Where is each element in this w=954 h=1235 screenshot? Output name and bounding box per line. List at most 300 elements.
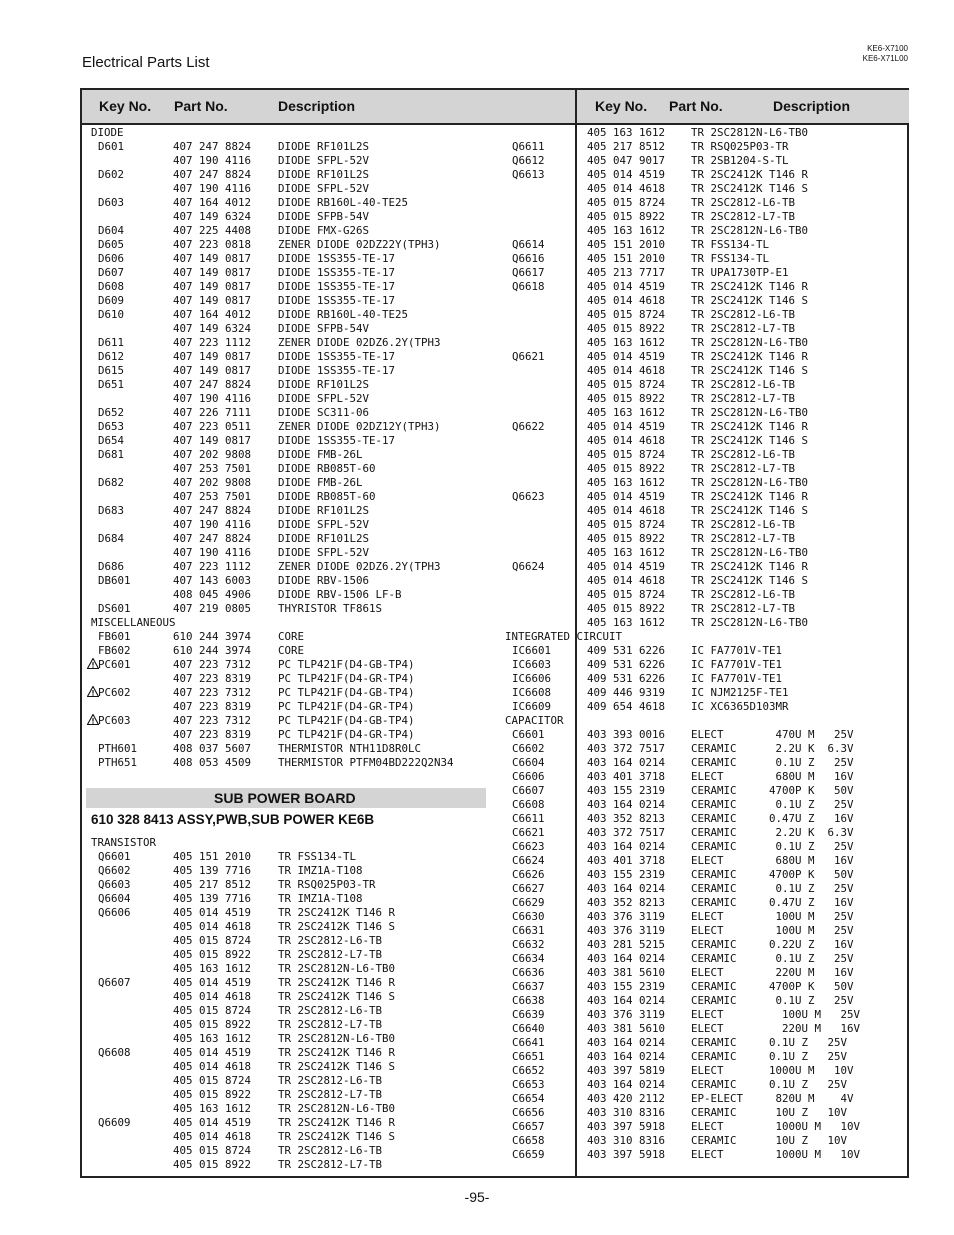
part-row xyxy=(505,742,907,756)
part-row xyxy=(505,966,907,980)
description-cell: ELECT 1000U M 10V xyxy=(691,1120,861,1133)
key-no-cell: D653 xyxy=(98,420,125,433)
part-no-cell: 407 223 0818 xyxy=(173,238,252,251)
description-cell: DIODE SFPL-52V xyxy=(278,518,370,531)
key-no-cell: C6627 xyxy=(512,882,545,895)
part-row xyxy=(505,280,907,294)
key-no-cell: C6656 xyxy=(512,1106,545,1119)
part-row xyxy=(91,850,571,864)
description-cell: DIODE SFPB-54V xyxy=(278,210,370,223)
part-row xyxy=(91,266,571,280)
description-cell: DIODE RF101L2S xyxy=(278,504,370,517)
part-row xyxy=(505,182,907,196)
part-no-cell: 405 014 4618 xyxy=(587,434,666,447)
description-cell: ELECT 1000U M 10V xyxy=(691,1064,854,1077)
key-no-cell: Q6608 xyxy=(98,1046,131,1059)
part-row xyxy=(505,196,907,210)
key-no-cell: D610 xyxy=(98,308,125,321)
key-no-cell: D609 xyxy=(98,294,125,307)
part-no-cell: 405 139 7716 xyxy=(173,892,252,905)
part-row xyxy=(505,1092,907,1106)
part-no-cell: 405 163 1612 xyxy=(173,1102,252,1115)
description-cell: TR 2SC2812-L7-TB xyxy=(278,1088,383,1101)
description-cell: TR 2SC2412K T146 R xyxy=(278,1116,396,1129)
key-no-cell: D615 xyxy=(98,364,125,377)
description-cell: CERAMIC 4700P K 50V xyxy=(691,868,854,881)
part-no-cell: 407 223 0511 xyxy=(173,420,252,433)
part-no-cell: 403 164 0214 xyxy=(587,994,666,1007)
description-cell: TR 2SC2812-L6-TB xyxy=(691,196,796,209)
part-row xyxy=(505,224,907,238)
part-no-cell: 405 163 1612 xyxy=(587,616,666,629)
part-no-cell: 405 163 1612 xyxy=(587,224,666,237)
part-row xyxy=(91,392,571,406)
description-cell: TR 2SC2412K T146 S xyxy=(278,1060,396,1073)
description-cell: DIODE FMX-G26S xyxy=(278,224,370,237)
key-no-cell: IC6606 xyxy=(512,672,552,685)
key-no-cell: C6659 xyxy=(512,1148,545,1161)
description-cell: TR 2SC2812N-L6-TB0 xyxy=(691,224,809,237)
part-row xyxy=(505,546,907,560)
part-no-cell: 610 244 3974 xyxy=(173,630,252,643)
part-row xyxy=(505,588,907,602)
part-row xyxy=(505,420,907,434)
description-cell: DIODE RB085T-60 xyxy=(278,490,376,503)
description-cell: DIODE RF101L2S xyxy=(278,532,370,545)
description-cell: TR 2SC2412K T146 S xyxy=(278,920,396,933)
part-row xyxy=(505,308,907,322)
key-no-cell: C6651 xyxy=(512,1050,545,1063)
key-no-cell: C6611 xyxy=(512,812,545,825)
key-no-cell: PC603 xyxy=(98,714,131,727)
part-no-cell: 403 155 2319 xyxy=(587,980,666,993)
description-cell: IC XC6365D103MR xyxy=(691,700,789,713)
description-cell: TR 2SC2812N-L6-TB0 xyxy=(691,406,809,419)
part-no-cell: 407 149 0817 xyxy=(173,350,252,363)
description-cell: CERAMIC 0.22U Z 16V xyxy=(691,938,854,951)
description-cell: DIODE 1SS355-TE-17 xyxy=(278,434,396,447)
part-row xyxy=(91,1018,571,1032)
part-row xyxy=(91,196,571,210)
description-cell: DIODE SFPL-52V xyxy=(278,182,370,195)
part-no-cell: 405 014 4618 xyxy=(587,574,666,587)
description-cell: TR RSQ025P03-TR xyxy=(278,878,376,891)
description-cell: TR 2SC2412K T146 R xyxy=(278,976,396,989)
part-no-cell: 407 164 4012 xyxy=(173,196,252,209)
key-no-cell: C6601 xyxy=(512,728,545,741)
part-row xyxy=(91,1060,571,1074)
part-no-cell: 403 376 3119 xyxy=(587,910,666,923)
part-no-cell: 403 372 7517 xyxy=(587,826,666,839)
part-row xyxy=(91,154,571,168)
key-no-cell: D681 xyxy=(98,448,125,461)
description-cell: TR 2SC2412K T146 R xyxy=(691,168,809,181)
part-row xyxy=(91,700,571,714)
part-row xyxy=(91,182,571,196)
key-no-cell: FB602 xyxy=(98,644,131,657)
description-cell: DIODE 1SS355-TE-17 xyxy=(278,294,396,307)
key-no-cell: Q6606 xyxy=(98,906,131,919)
key-no-cell: D605 xyxy=(98,238,125,251)
part-row xyxy=(91,1130,571,1144)
part-no-cell: 407 253 7501 xyxy=(173,490,252,503)
description-cell: DIODE RF101L2S xyxy=(278,168,370,181)
part-row xyxy=(91,644,571,658)
description-cell: TR 2SC2412K T146 R xyxy=(691,560,809,573)
part-no-cell: 405 014 4519 xyxy=(173,906,252,919)
part-no-cell: 405 139 7716 xyxy=(173,864,252,877)
key-no-cell: D652 xyxy=(98,406,125,419)
key-no-cell: C6637 xyxy=(512,980,545,993)
part-row xyxy=(505,392,907,406)
part-no-cell: 403 376 3119 xyxy=(587,924,666,937)
key-no-cell: C6652 xyxy=(512,1064,545,1077)
part-row xyxy=(505,490,907,504)
part-row xyxy=(505,504,907,518)
description-cell: TR 2SC2812-L7-TB xyxy=(691,602,796,615)
part-row xyxy=(505,854,907,868)
part-row xyxy=(91,336,571,350)
part-row xyxy=(505,434,907,448)
description-cell: PC TLP421F(D4-GR-TP4) xyxy=(278,728,415,741)
part-row xyxy=(505,868,907,882)
description-cell: TR UPA1730TP-E1 xyxy=(691,266,789,279)
description-cell: THERMISTOR PTFM04BD222Q2N34 xyxy=(278,756,454,769)
key-no-cell: IC6608 xyxy=(512,686,552,699)
key-no-cell: C6634 xyxy=(512,952,545,965)
part-row xyxy=(505,406,907,420)
part-row xyxy=(505,798,907,812)
description-cell: TR 2SC2412K T146 S xyxy=(278,990,396,1003)
part-row xyxy=(505,1036,907,1050)
part-no-header: Part No. xyxy=(669,98,723,114)
description-cell: TR 2SC2812-L6-TB xyxy=(278,934,383,947)
key-no-cell: C6657 xyxy=(512,1120,545,1133)
description-cell: TR 2SB1204-S-TL xyxy=(691,154,789,167)
key-no-cell: C6604 xyxy=(512,756,545,769)
part-row xyxy=(505,532,907,546)
part-no-cell: 403 164 0214 xyxy=(587,1036,666,1049)
part-no-cell: 403 164 0214 xyxy=(587,1050,666,1063)
part-row xyxy=(91,934,571,948)
part-row xyxy=(505,448,907,462)
part-no-cell: 407 247 8824 xyxy=(173,504,252,517)
part-no-cell: 403 397 5918 xyxy=(587,1120,666,1133)
key-no-cell: D683 xyxy=(98,504,125,517)
page-title: Electrical Parts List xyxy=(82,54,210,71)
part-row xyxy=(505,644,907,658)
part-no-cell: 408 037 5607 xyxy=(173,742,252,755)
part-row xyxy=(505,266,907,280)
part-no-cell: 403 352 8213 xyxy=(587,812,666,825)
key-no-cell: IC6603 xyxy=(512,658,552,671)
part-row xyxy=(91,294,571,308)
key-no-cell: C6630 xyxy=(512,910,545,923)
description-cell: TR FSS134-TL xyxy=(278,850,357,863)
key-no-cell: C6636 xyxy=(512,966,545,979)
part-no-cell: 403 420 2112 xyxy=(587,1092,666,1105)
part-no-cell: 405 014 4519 xyxy=(587,420,666,433)
part-row xyxy=(505,140,907,154)
key-no-cell: FB601 xyxy=(98,630,131,643)
description-cell: TR 2SC2812-L6-TB xyxy=(691,518,796,531)
description-cell: ZENER DIODE 02DZ22Y(TPH3) xyxy=(278,238,441,251)
sub-power-parts-list xyxy=(91,836,571,1172)
part-no-cell: 405 015 8922 xyxy=(587,322,666,335)
part-no-cell: 405 014 4519 xyxy=(587,280,666,293)
part-row xyxy=(505,252,907,266)
description-cell: TR 2SC2812-L7-TB xyxy=(691,532,796,545)
description-cell: TR 2SC2812-L6-TB xyxy=(691,588,796,601)
part-row xyxy=(505,1022,907,1036)
part-row xyxy=(91,1032,571,1046)
part-no-cell: 405 015 8724 xyxy=(173,1004,252,1017)
part-row xyxy=(91,448,571,462)
part-row xyxy=(505,294,907,308)
description-cell: TR 2SC2412K T146 R xyxy=(691,280,809,293)
description-cell: TR 2SC2812N-L6-TB0 xyxy=(278,962,396,975)
description-cell: TR 2SC2412K T146 R xyxy=(691,350,809,363)
assembly-title: 610 328 8413 ASSY,PWB,SUB POWER KE6B xyxy=(91,812,375,827)
part-row xyxy=(91,504,571,518)
description-cell: EP-ELECT 820U M 4V xyxy=(691,1092,854,1105)
description-cell: CERAMIC 4700P K 50V xyxy=(691,980,854,993)
part-row xyxy=(505,1106,907,1120)
part-row xyxy=(91,1102,571,1116)
key-no-cell: D651 xyxy=(98,378,125,391)
key-no-cell: D607 xyxy=(98,266,125,279)
part-row xyxy=(91,462,571,476)
part-row xyxy=(91,518,571,532)
description-cell: TR 2SC2412K T146 S xyxy=(691,364,809,377)
part-no-cell: 403 376 3119 xyxy=(587,1008,666,1021)
part-no-cell: 407 247 8824 xyxy=(173,168,252,181)
part-no-cell: 403 397 5819 xyxy=(587,1064,666,1077)
sub-power-board-band xyxy=(86,788,486,808)
key-no-cell: C6654 xyxy=(512,1092,545,1105)
part-row xyxy=(505,168,907,182)
part-row xyxy=(91,1046,571,1060)
part-no-cell: 403 372 7517 xyxy=(587,742,666,755)
description-cell: TR 2SC2412K T146 S xyxy=(278,1130,396,1143)
description-cell: TR 2SC2812-L6-TB xyxy=(691,308,796,321)
part-row xyxy=(91,490,571,504)
description-cell: IC FA7701V-TE1 xyxy=(691,644,783,657)
part-no-cell: 408 053 4509 xyxy=(173,756,252,769)
section-heading: INTEGRATED CIRCUIT xyxy=(505,630,623,643)
key-no-cell: D601 xyxy=(98,140,125,153)
part-no-cell: 407 149 0817 xyxy=(173,294,252,307)
model-number-1: KE6-X7100 xyxy=(867,44,908,53)
part-row xyxy=(505,686,907,700)
key-no-cell: D611 xyxy=(98,336,125,349)
part-no-cell: 407 223 7312 xyxy=(173,658,252,671)
part-no-cell: 405 015 8724 xyxy=(587,588,666,601)
key-no-header: Key No. xyxy=(595,98,648,114)
part-no-cell: 403 310 8316 xyxy=(587,1106,666,1119)
part-no-cell: 405 015 8922 xyxy=(587,602,666,615)
part-no-cell: 405 014 4618 xyxy=(173,990,252,1003)
part-row xyxy=(505,602,907,616)
key-no-cell: C6607 xyxy=(512,784,545,797)
description-cell: CERAMIC 4700P K 50V xyxy=(691,784,854,797)
description-cell: TR 2SC2812N-L6-TB0 xyxy=(691,336,809,349)
part-no-cell: 407 223 1112 xyxy=(173,560,252,573)
part-no-cell: 407 190 4116 xyxy=(173,546,252,559)
part-no-cell: 407 223 1112 xyxy=(173,336,252,349)
part-no-cell: 407 247 8824 xyxy=(173,378,252,391)
description-cell: TR 2SC2412K T146 R xyxy=(691,490,809,503)
description-cell: DIODE RF101L2S xyxy=(278,140,370,153)
description-cell: ZENER DIODE 02DZ12Y(TPH3) xyxy=(278,420,441,433)
description-cell: TR 2SC2812-L6-TB xyxy=(278,1004,383,1017)
description-cell: DIODE 1SS355-TE-17 xyxy=(278,350,396,363)
part-row xyxy=(505,518,907,532)
key-no-cell: C6608 xyxy=(512,798,545,811)
description-cell: DIODE RB085T-60 xyxy=(278,462,376,475)
description-cell: DIODE RBV-1506 LF-B xyxy=(278,588,402,601)
part-row xyxy=(505,924,907,938)
part-row xyxy=(91,658,571,672)
part-no-cell: 403 401 3718 xyxy=(587,854,666,867)
part-no-cell: 403 164 0214 xyxy=(587,756,666,769)
key-no-cell: C6602 xyxy=(512,742,545,755)
part-row xyxy=(91,476,571,490)
section-heading: TRANSISTOR xyxy=(91,836,157,849)
key-no-header: Key No. xyxy=(99,98,152,114)
part-no-cell: 405 014 4618 xyxy=(587,182,666,195)
part-no-cell: 407 190 4116 xyxy=(173,392,252,405)
part-no-cell: 408 045 4906 xyxy=(173,588,252,601)
part-row xyxy=(505,350,907,364)
part-row xyxy=(505,238,907,252)
part-no-cell: 405 014 4618 xyxy=(173,1130,252,1143)
key-no-cell: Q6604 xyxy=(98,892,131,905)
part-no-cell: 403 164 0214 xyxy=(587,882,666,895)
part-no-cell: 405 014 4519 xyxy=(173,976,252,989)
part-no-cell: 403 164 0214 xyxy=(587,798,666,811)
part-row xyxy=(91,686,571,700)
description-cell: THYRISTOR TF861S xyxy=(278,602,383,615)
description-cell: DIODE SFPL-52V xyxy=(278,392,370,405)
description-cell: TR 2SC2412K T146 S xyxy=(691,294,809,307)
description-cell: PC TLP421F(D4-GB-TP4) xyxy=(278,658,415,671)
key-no-cell: Q6616 xyxy=(512,252,545,265)
part-no-cell: 407 149 0817 xyxy=(173,434,252,447)
part-row xyxy=(91,892,571,906)
part-row xyxy=(505,840,907,854)
description-cell: DIODE SFPB-54V xyxy=(278,322,370,335)
description-cell: ELECT 1000U M 10V xyxy=(691,1148,861,1161)
part-row xyxy=(91,742,571,756)
part-no-cell: 405 015 8724 xyxy=(587,308,666,321)
key-no-cell: C6624 xyxy=(512,854,545,867)
description-cell: DIODE SFPL-52V xyxy=(278,546,370,559)
description-cell: TR 2SC2812-L6-TB xyxy=(691,448,796,461)
part-no-cell: 403 164 0214 xyxy=(587,840,666,853)
part-row xyxy=(505,1148,907,1162)
part-no-cell: 405 015 8724 xyxy=(173,934,252,947)
part-no-cell: 405 163 1612 xyxy=(587,126,666,139)
part-no-cell: 405 151 2010 xyxy=(587,238,666,251)
part-no-cell: 405 163 1612 xyxy=(587,546,666,559)
description-cell: TR 2SC2812-L6-TB xyxy=(278,1144,383,1157)
part-row xyxy=(91,574,571,588)
key-no-cell: C6629 xyxy=(512,896,545,909)
description-cell: THERMISTOR NTH11D8R0LC xyxy=(278,742,422,755)
part-row xyxy=(505,1008,907,1022)
part-row xyxy=(505,1064,907,1078)
description-cell: TR 2SC2812-L7-TB xyxy=(278,948,383,961)
key-no-cell: PC602 xyxy=(98,686,131,699)
description-cell: DIODE RB160L-40-TE25 xyxy=(278,308,409,321)
part-no-cell: 407 223 7312 xyxy=(173,686,252,699)
part-no-cell: 403 155 2319 xyxy=(587,868,666,881)
description-cell: CORE xyxy=(278,644,305,657)
part-no-cell: 407 223 8319 xyxy=(173,728,252,741)
part-row xyxy=(91,906,571,920)
key-no-cell: C6653 xyxy=(512,1078,545,1091)
part-row xyxy=(91,1144,571,1158)
key-no-cell: D612 xyxy=(98,350,125,363)
part-no-cell: 405 015 8922 xyxy=(587,210,666,223)
key-no-cell: C6658 xyxy=(512,1134,545,1147)
key-no-cell: Q6623 xyxy=(512,490,545,503)
description-cell: DIODE FMB-26L xyxy=(278,448,363,461)
part-no-cell: 409 531 6226 xyxy=(587,644,666,657)
part-row xyxy=(505,896,907,910)
part-row xyxy=(505,812,907,826)
description-cell: TR 2SC2812-L7-TB xyxy=(691,210,796,223)
description-cell: DIODE 1SS355-TE-17 xyxy=(278,280,396,293)
description-cell: DIODE RBV-1506 xyxy=(278,574,370,587)
key-no-cell: Q6622 xyxy=(512,420,545,433)
description-cell: CERAMIC 0.47U Z 16V xyxy=(691,896,854,909)
description-cell: TR 2SC2812-L6-TB xyxy=(691,378,796,391)
part-row xyxy=(505,672,907,686)
section-heading: DIODE xyxy=(91,126,124,139)
part-row xyxy=(91,210,571,224)
description-cell: TR FSS134-TL xyxy=(691,252,770,265)
part-no-header: Part No. xyxy=(174,98,228,114)
description-cell: CERAMIC 10U Z 10V xyxy=(691,1134,848,1147)
part-row xyxy=(505,826,907,840)
model-numbers xyxy=(863,44,908,64)
part-row xyxy=(505,1120,907,1134)
part-no-cell: 405 015 8922 xyxy=(173,1088,252,1101)
description-cell: ZENER DIODE 02DZ6.2Y(TPH3 xyxy=(278,560,441,573)
part-no-cell: 405 015 8922 xyxy=(173,1158,252,1171)
key-no-cell: C6631 xyxy=(512,924,545,937)
part-row xyxy=(505,378,907,392)
section-heading: CAPACITOR xyxy=(505,714,564,727)
description-cell: TR 2SC2812-L6-TB xyxy=(278,1074,383,1087)
part-no-cell: 407 202 9808 xyxy=(173,448,252,461)
left-column-header xyxy=(82,90,575,125)
key-no-cell: Q6602 xyxy=(98,864,131,877)
part-row xyxy=(91,532,571,546)
description-cell: CERAMIC 0.1U Z 25V xyxy=(691,882,854,895)
description-cell: PC TLP421F(D4-GB-TP4) xyxy=(278,714,415,727)
description-cell: TR 2SC2412K T146 S xyxy=(691,182,809,195)
description-cell: CERAMIC 0.1U Z 25V xyxy=(691,756,854,769)
part-row xyxy=(91,224,571,238)
description-cell: PC TLP421F(D4-GR-TP4) xyxy=(278,672,415,685)
part-no-cell: 405 014 4618 xyxy=(587,364,666,377)
key-no-cell: Q6614 xyxy=(512,238,545,251)
part-row xyxy=(91,168,571,182)
key-no-cell: PTH601 xyxy=(98,742,138,755)
